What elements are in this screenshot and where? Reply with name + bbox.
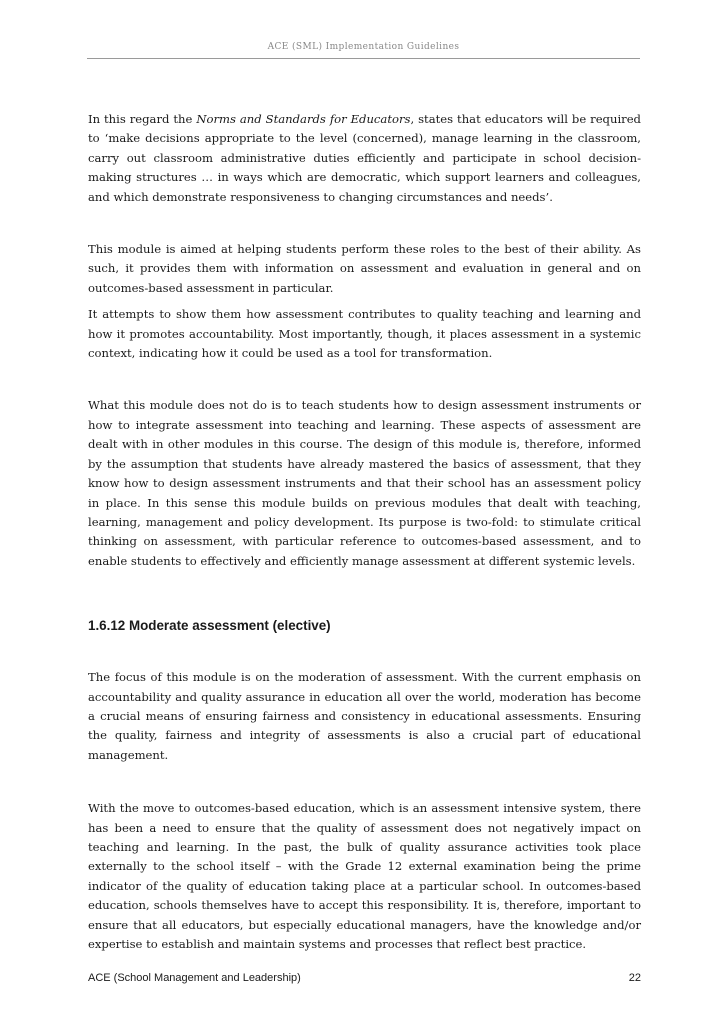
footer-title: ACE (School Management and Leadership) [88, 972, 301, 984]
page-number: 22 [628, 972, 641, 984]
paragraph-module-scope: What this module does not do is to teach students how to design assessment instruments or how to integrate assessment into teaching and learning. These aspects of assessment are dealt with in other modules in this course. The design of this module is, therefore, informed by the assumption that students have already mastered the basics of assessment, that they know how to design assessment instruments and that their school has an assessment policy in place. In this sense this module builds on previous modules that dealt with teaching, learning, management and policy development. Its purpose is two-fold: to stimulate critical thinking on assessment, with particular reference to outcomes-based assessment, and to enable students to effectively and efficiently manage assessment at different systemic levels. [88, 398, 641, 568]
page-footer [88, 972, 641, 984]
section-heading: 1.6.12 Moderate assessment (elective) [88, 618, 331, 634]
page-body [88, 110, 641, 954]
paragraph-outcomes-based: With the move to outcomes-based education, which is an assessment intensive system, there has been a need to ensure that the quality of assessment does not negatively impact on teaching and learning. In the past, the bulk of quality assurance activities took place externally to the school itself – with the Grade 12 external examination being the prime indicator of the quality of education taking place at a particular school. In outcomes-based education, schools themselves have to accept this responsibility. It is, therefore, important to ensure that all educators, but especially educational managers, have the knowledge and/or expertise to establish and maintain systems and processes that reflect best practice. [88, 801, 641, 951]
running-header: ACE (SML) Implementation Guidelines [87, 42, 640, 59]
paragraph-text: , states that educators will be required to ‘make decisions appropriate to the level (concerned), manage learning in the classroom, carry out classroom administrative duties efficiently and participate in school decision-making structures … in ways which are democratic, which support learners and colleagues, and which demonstrate responsiveness to changing circumstances and needs’. [88, 112, 641, 204]
paragraph-norms-standards [88, 110, 641, 207]
paragraph-module-aim: This module is aimed at helping students perform these roles to the best of their ability. As such, it provides them with information on assessment and evaluation in general and on outcomes-based assessment in particular. [88, 242, 641, 295]
document-title-emphasis: Norms and Standards for Educators [196, 112, 411, 126]
paragraph-accountability: It attempts to show them how assessment contributes to quality teaching and learning and how it promotes accountability. Most importantly, though, it places assessment in a systemic context, indicating how it could be used as a tool for transformation. [88, 307, 641, 361]
paragraph-moderation-focus: The focus of this module is on the moderation of assessment. With the current emphasis on accountability and quality assurance in education all over the world, moderation has become a crucial means of ensuring fairness and consistency in educational assessments. Ensuring the quality, fairness and integrity of assessments is also a crucial part of educational management. [88, 670, 641, 762]
paragraph-text: In this regard the [88, 112, 197, 126]
